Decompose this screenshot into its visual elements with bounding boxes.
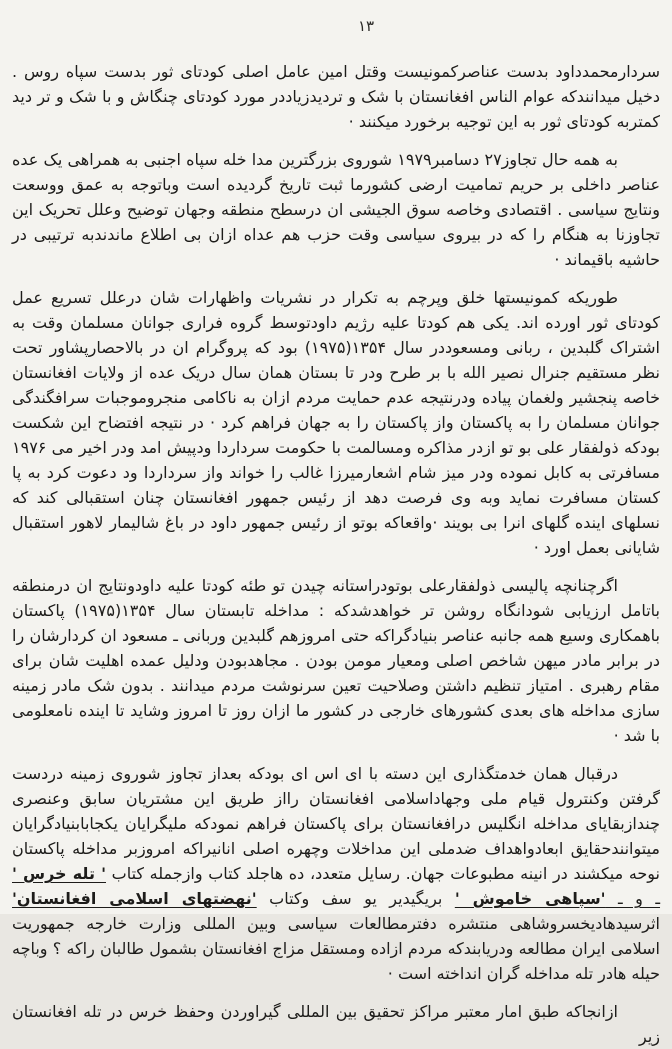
book-title-islamic-movements-afghanistan: 'نهضتهای اسلامی افغانستان' (12, 889, 257, 908)
paragraph-isi-books (12, 761, 660, 986)
book-title-separator: ـ و ـ (605, 889, 661, 908)
book-title-silent-soldier: 'سپاهی خاموش ' (454, 889, 606, 908)
paragraph-coup-attribution: سردارمحمدداود بدست عناصرکمونیست وقتل امین عامل اصلی کودتای ثور بدست سپاه روس . دخیل میدانندکه عوام الناس افغانستان با شک و تردیدزیاددر مورد کودتای چنگاش و با شک و تر دید کمتربه کودتای ثور به این توجیه برخورد میکنند · (12, 62, 660, 131)
paragraph-1975-uprising-bhutto: طوریکه کمونیستها خلق وپرچم به تکرار در نشریات واظهارات شان درعلل تسریع عمل کودتای ثور اورده اند. یکی هم کودتا علیه رژیم داودتوسط گروه فراری جوانان مسلمان وقت به اشتراک گلبدین ، ربانی ومسعوددر سال ۱۳۵۴(۱۹۷۵) بود که پروگرام ان در بالاحصارپشاور تحت نظر مستقیم جنرال نصیر الله با بر طرح ودر تا بستان همان سال دریک عده از ولایات افغانستان خاصه پنجشیر ولغمان پیاده ودرنتیجه عدم حمایت مردم ازان به ناکامی منجروموجبات سرافگندگی جوانان مسلمان را به پاکستان واز پاکستان را به جهان فراهم کرد · در نتیجه افتضاح این شکست بودکه ذولفقار علی بو تو ازدر مذاکره ومسالمت با حکومت سرداردا ودپیش امد ودر اخیر می ۱۹۷۶ مسافرتی به کابل نموده ودر میز شام اشعارمیرزا غالب را خواند واز سرداردا ود دعوت کرد به پا کستان مسافرت نماید وبه وی فرصت دهد از رئیس جمهور افغانستان چنان استقبالی کند که نسلهای اینده گلهای انرا بی بویند ·واقعاکه بوتو از رئیس جمهور داود در باغ شالیمار لاهور استقبال شایانی بعمل اورد · (12, 288, 660, 557)
paragraph-bear-trap-statistics: ازانجاکه طبق امار معتبر مراکز تحقیق بین المللی گیراوردن وحفظ خرس در تله افغانستان زیر (12, 1002, 660, 1046)
paragraph-soviet-invasion-1979: به همه حال تجاوز۲۷ دسامبر۱۹۷۹ شوروی بزرگترین مدا خله سپاه اجنبی به همراهی یک عده عناصر داخلی بر حریم تمامیت ارضی کشورما ثبت تاریخ گردیده است وباتوجه به عمق ووسعت ونتایج سیاسی . اقتصادی وخاصه سوق الجیشی ان درسطح منطقه وجهان توضیح وعلل تحریک این تجاوزنا به هنگام را که در بیروی سیاسی وقت حزب هم عداه ازان بی اطلاع ماندندبه ترتیبی در حاشیه باقیماند · (12, 150, 660, 269)
book-title-bear-trap: ' تله خرس ' (12, 864, 106, 883)
paragraph-isi-books-text-1: درقبال همان خدمتگذاری این دسته با ای اس ای بودکه بعداز تجاوز شوروی زمینه دردست گرفتن وکنترول قیام ملی وجهاداسلامی افغانستان رااز طریق این مشتریان سابق وعنصری چندازبقایای مداخله انگلیس درافغانستان برای پاکستان فراهم نمودکه ملیگرایان یکجابابنیادگرایان میتوانندحقایق ابعادواهداف ضدملی این مداخلات وچهره اصلی انانیراکه امروزبر مداخله پاکستان نوحه میکشند در انینه مطبوعات جهان. رسایل متعدد، ده هاجلد کتاب وازجمله کتاب (12, 764, 661, 883)
paragraph-isi-books-text-2: بریگیدیر یو سف وکتاب (256, 889, 455, 908)
paragraph-isi-books-text-3: اثرسیدهادیخسروشاهی منتشره دفترمطالعات سیاسی وبین المللی وزارت خارجه جمهوریت اسلامی ایران مطالعه ودریابندکه مردم ازاده ومستقل مزاج افغانستان بشمول طالبان راکه ؟ وباچه حیله هادر تله مداخله گران انداخته است · (12, 914, 660, 983)
page-number: ۱۳ (357, 17, 375, 35)
paragraph-bhutto-policy-analysis: اگرچنانچه پالیسی ذولفقارعلی بوتودراستانه چیدن تو طئه کودتا علیه داودونتایج ان درمنطقه باتامل ارزیابی شودانگاه روشن تر خواهدشدکه : مداخله تابستان سال ۱۳۵۴(۱۹۷۵) پاکستان باهمکاری وسیع همه جانبه عناصر بنیادگراکه حتی امروزهم گلبدین وربانی ـ مسعود ان کردارشان را در برابر مادر میهن شاخص اصلی ومعیار مومن بودن . مجاهدبودن ودلیل عمده اهلیت شان برای مقام رهبری . امتیاز تنظیم داشتن وصلاحیت تعین سرنوشت مردم میدانند . بدون شک مادر زمینه سازی مداخله های بعدی کشورهای خارجی در کشور ما ازان روز تا امروز وشاید تا اینده نامعلومی با شد · (12, 576, 661, 745)
